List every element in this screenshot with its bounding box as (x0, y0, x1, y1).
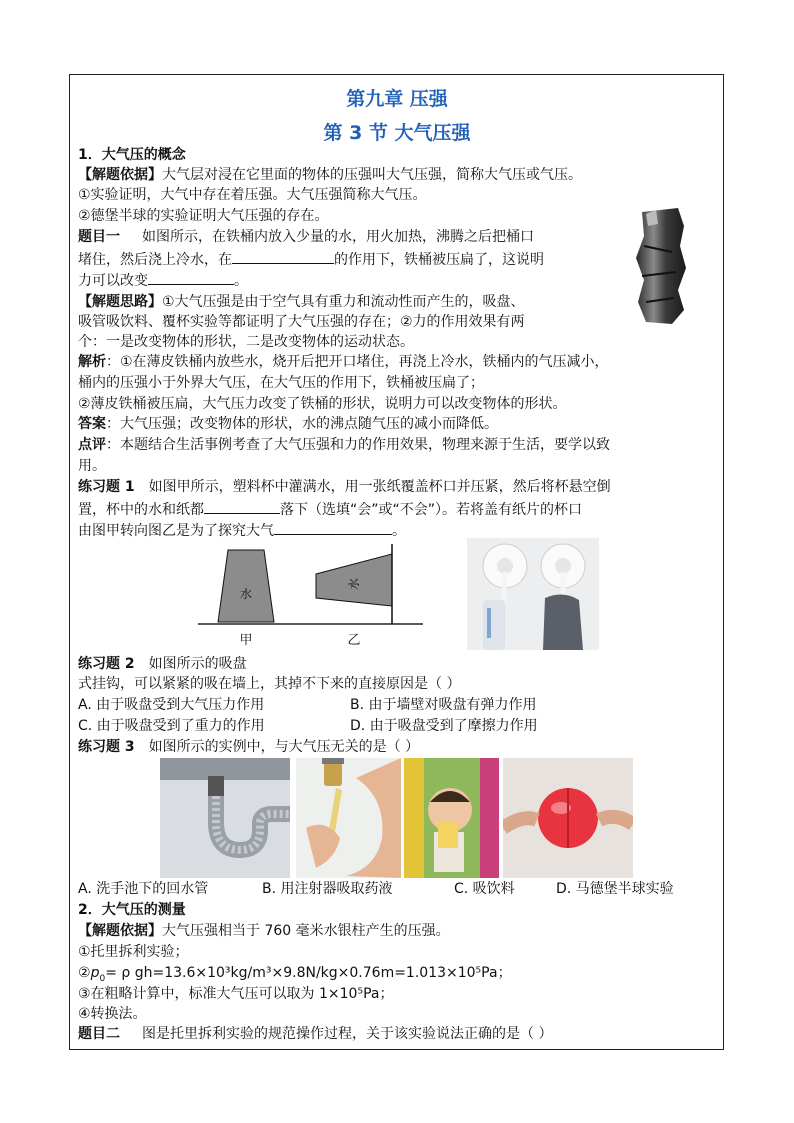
question-1-line-3 (78, 270, 248, 291)
question-1-line-2 (78, 249, 544, 270)
point-1: ①实验证明，大气中存在着压强。大气压强简称大气压。 (78, 187, 427, 203)
exercise-2-option-a[interactable]: A. 由于吸盘受到大气压力作用 (78, 697, 265, 713)
answer-blank-1[interactable] (232, 249, 334, 264)
question-1-label: 题目一 (78, 229, 120, 245)
analysis-label: 解析 (78, 354, 106, 370)
drinking-child-photo (404, 758, 499, 878)
idea-line-3: 个：一是改变物体的形状，二是改变物体的运动状态。 (78, 334, 414, 350)
crushed-can-image (632, 206, 692, 326)
exercise-1-text-3a: 由图甲转向图乙是为了探究大气 (78, 523, 274, 539)
question-2-line (78, 1025, 552, 1044)
exercise-1-text-1: 如图甲所示，塑料杯中灌满水，用一张纸覆盖杯口并压紧，然后将杯悬空倒 (148, 479, 611, 495)
cup-a-shape (218, 550, 274, 622)
basis-label: 【解题依据】 (78, 167, 162, 183)
exercise-3-text-1: 如图所示的实例中，与大气压无关的是（ ） (148, 739, 420, 755)
question-1-text-2b: 的作用下，铁桶被压扁了，这说明 (334, 252, 544, 268)
comment-text-1: ：本题结合生活事例考查了大气压强和力的作用效果，物理来源于生活，要学以致 (106, 437, 610, 453)
exercise-3-option-c[interactable]: C. 吸饮料 (454, 881, 515, 897)
exercise-2-option-b[interactable]: B. 由于墙壁对吸盘有弹力作用 (350, 697, 537, 713)
answer-label: 答案 (78, 416, 106, 432)
measure-point-3: ③在粗略计算中，标准大气压可以取为 1×10⁵Pa； (78, 986, 394, 1002)
exercise-3-option-b[interactable]: B. 用注射器吸取药液 (262, 881, 393, 897)
answer-blank-2[interactable] (148, 270, 234, 285)
measure-point-2-formula: = ρ gh=13.6×10³kg/m³×9.8N/kg×0.76m=1.013×10⁵Pa； (105, 965, 512, 981)
question-1-line-1 (78, 228, 534, 247)
pressure-symbol: p (90, 965, 100, 981)
exercise-1-text-3b: 。 (392, 523, 406, 539)
cup-b-water-label: 水 (347, 577, 361, 591)
exercise-3-option-d[interactable]: D. 马德堡半球实验 (556, 881, 674, 897)
measure-point-4: ④转换法。 (78, 1006, 147, 1022)
section-title: 第 3 节 大气压强 (323, 122, 471, 144)
exercise-2-line-2: 式挂钩，可以紧紧的吸在墙上，其掉不下来的直接原因是（ ） (78, 676, 461, 692)
comment-line-1 (78, 436, 610, 455)
comment-label: 点评 (78, 437, 106, 453)
exercise-2-text-1: 如图所示的吸盘 (148, 656, 247, 672)
basis-paragraph-2 (78, 922, 450, 941)
basis-text-2: 大气压强相当于 760 毫米水银柱产生的压强。 (162, 923, 450, 939)
answer-text: ：大气压强；改变物体的形状，水的沸点随气压的减小而降低。 (106, 416, 498, 432)
syringe-photo (296, 758, 401, 878)
idea-line-1 (78, 293, 525, 312)
idea-line-2: 吸管吸饮料、覆杯实验等都证明了大气压强的存在；②力的作用效果有两 (78, 314, 525, 330)
magdeburg-hemispheres-photo (503, 758, 633, 878)
analysis-line-3: ②薄皮铁桶被压扁，大气压力改变了铁桶的形状，说明力可以改变物体的形状。 (78, 396, 567, 412)
analysis-text-1: ：①在薄皮铁桶内放些水，烧开后把开口堵住，再浇上冷水，铁桶内的气压减小， (106, 354, 609, 370)
question-1-text-3b: 。 (234, 273, 248, 289)
measure-point-2-num: ② (78, 965, 91, 981)
exercise-1-text-2b: 落下（选填“会”或“不会”）。若将盖有纸片的杯口 (280, 502, 583, 518)
measure-point-1: ①托里拆利实验； (78, 944, 189, 960)
question-1-text-1: 如图所示，在铁桶内放入少量的水，用火加热，沸腾之后把桶口 (142, 229, 534, 245)
question-1-text-2a: 堵住，然后浇上冷水，在 (78, 252, 232, 268)
exercise-3-line-1 (78, 738, 419, 757)
exercise-1-label: 练习题 1 (78, 479, 135, 495)
answer-blank-3[interactable] (204, 499, 280, 514)
exercise-2-line-1 (78, 655, 247, 674)
suction-hook-photo (467, 538, 599, 650)
exercise-3-label: 练习题 3 (78, 739, 135, 755)
exercise-2-label: 练习题 2 (78, 656, 135, 672)
exercise-1-line-2 (78, 499, 582, 520)
basis-paragraph-1 (78, 166, 582, 185)
cup-a-label: 甲 (239, 633, 253, 648)
point-2: ②德堡半球的实验证明大气压强的存在。 (78, 208, 329, 224)
idea-text-1: ①大气压强是由于空气具有重力和流动性而产生的，吸盘、 (162, 294, 525, 310)
exercise-1-line-1 (78, 478, 611, 497)
chapter-title: 第九章 压强 (346, 88, 448, 110)
cup-diagram (198, 540, 423, 650)
exercise-2-option-d[interactable]: D. 由于吸盘受到了摩擦力作用 (350, 718, 538, 734)
question-1-text-3a: 力可以改变 (78, 273, 148, 289)
question-2-label: 题目二 (78, 1026, 120, 1042)
section-2-heading: 2．大气压的测量 (78, 902, 186, 918)
answer-blank-4[interactable] (274, 520, 392, 535)
answer-line (78, 415, 498, 434)
section-1-heading: 1．大气压的概念 (78, 147, 186, 163)
basis-text: 大气层对浸在它里面的物体的压强叫大气压强，简称大气压或气压。 (162, 167, 582, 183)
idea-label: 【解题思路】 (78, 294, 162, 310)
analysis-line-1 (78, 353, 609, 372)
basis-label-2: 【解题依据】 (78, 923, 162, 939)
cup-a-water-label: 水 (239, 587, 253, 601)
exercise-1-line-3 (78, 520, 406, 541)
analysis-line-2: 桶内的压强小于外界大气压，在大气压的作用下，铁桶被压扁了； (78, 375, 484, 391)
pressure-subscript: 0 (99, 973, 106, 984)
question-2-text: 图是托里拆利实验的规范操作过程，关于该实验说法正确的是（ ） (142, 1026, 553, 1042)
exercise-3-option-a[interactable]: A. 洗手池下的回水管 (78, 881, 209, 897)
exercise-1-text-2a: 置，杯中的水和纸都 (78, 502, 204, 518)
comment-line-2: 用。 (78, 458, 106, 474)
exercise-2-option-c[interactable]: C. 由于吸盘受到了重力的作用 (78, 718, 265, 734)
drain-pipe-photo (160, 758, 290, 878)
cup-b-label: 乙 (347, 633, 361, 648)
